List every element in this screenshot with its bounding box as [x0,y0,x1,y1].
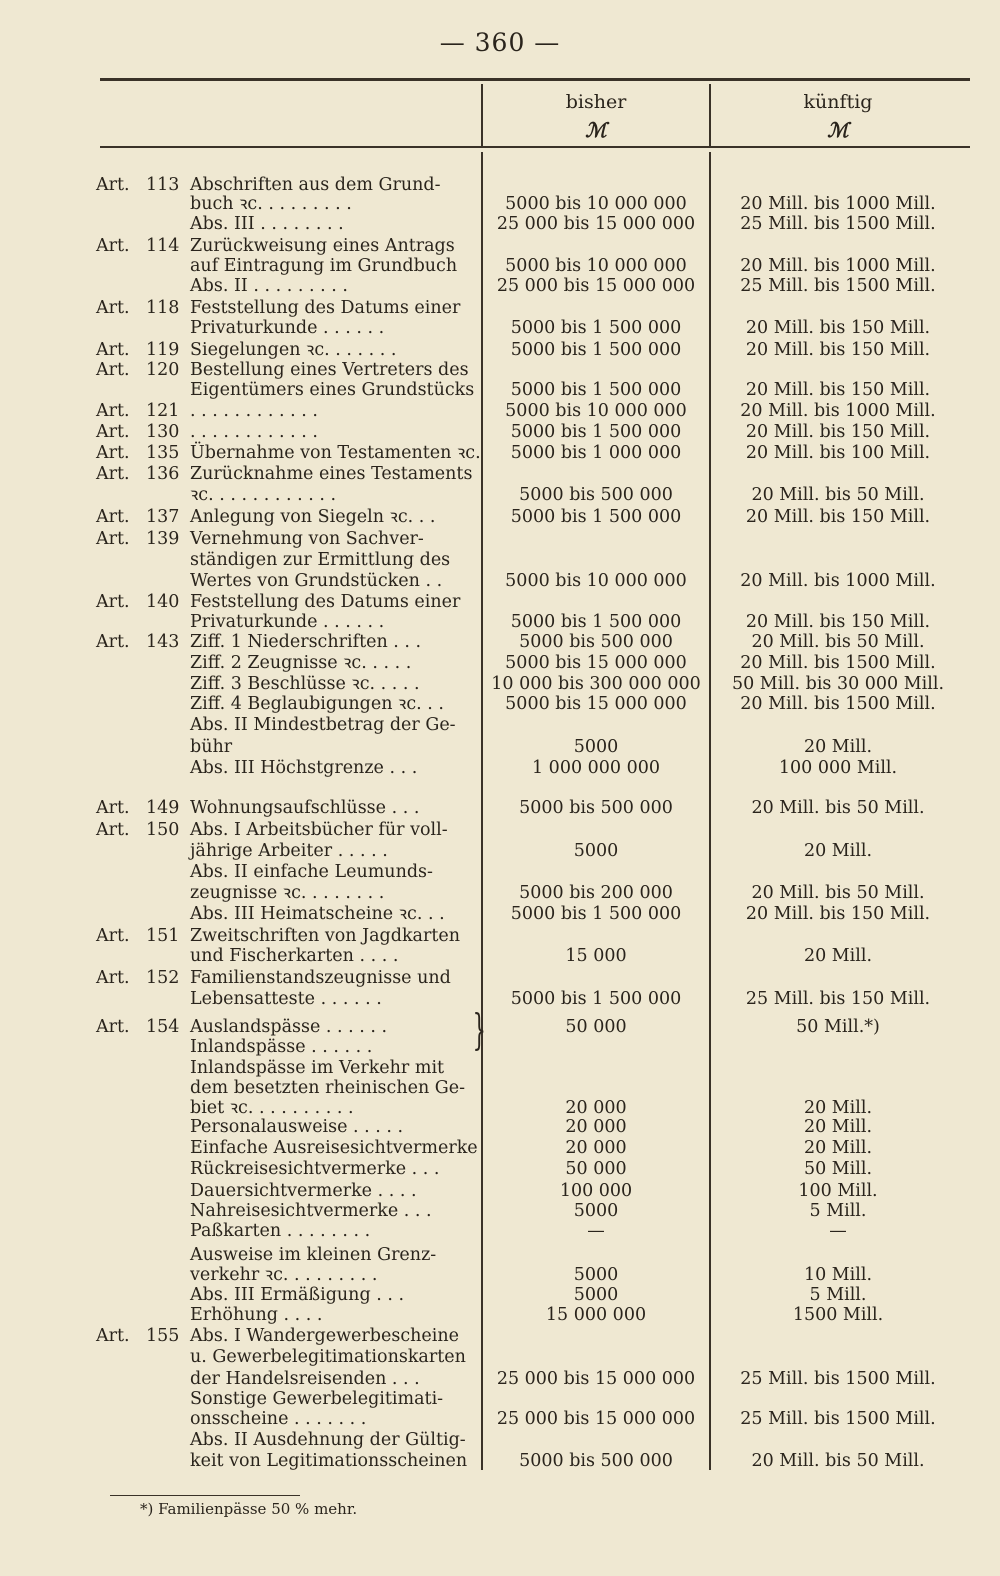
row-43-bisher: 20 000 [565,1098,627,1118]
row-29-bisher: 5000 bis 500 000 [519,798,673,818]
row-25-kuenftig: 20 Mill. bis 1500 Mill. [740,694,936,714]
row-11-kuenftig: 20 Mill. bis 1000 Mill. [740,401,936,421]
row-8-num: 119 [146,340,180,360]
row-37-art: Art. [96,968,130,988]
row-33-bisher: 5000 bis 200 000 [519,883,673,903]
row-56-bisher: 25 000 bis 15 000 000 [496,1369,696,1389]
row-35-art: Art. [96,926,130,946]
row-20-art: Art. [96,592,130,612]
row-2-bisher: 25 000 bis 15 000 000 [496,214,696,234]
row-11-num: 121 [146,401,180,421]
row-44-desc: Personalausweise . . . . . [190,1117,404,1137]
row-21-desc: Privaturkunde . . . . . . [190,612,385,632]
row-22-bisher: 5000 bis 500 000 [519,632,673,652]
row-46-kuenftig: 50 Mill. [803,1159,873,1179]
row-59-desc: Abs. II Ausdehnung der Gültig- [190,1430,466,1450]
row-30-art: Art. [96,820,130,840]
row-53-bisher: 15 000 000 [545,1305,647,1325]
row-44-bisher: 20 000 [565,1117,627,1137]
row-39-kuenftig: 50 Mill.*) [796,1017,880,1037]
row-25-bisher: 5000 bis 15 000 000 [505,694,687,714]
column-header-kuenftig [713,88,963,144]
row-19-bisher: 5000 bis 10 000 000 [505,571,687,591]
row-39-bisher: 50 000 [565,1017,627,1037]
row-54-desc: Abs. I Wandergewerbescheine [190,1326,459,1346]
row-37-num: 152 [146,968,180,988]
row-6-num: 118 [146,298,180,318]
row-38-desc: Lebensatteste . . . . . . [190,989,382,1009]
row-5-bisher: 25 000 bis 15 000 000 [496,276,696,296]
row-13-kuenftig: 20 Mill. bis 100 Mill. [745,443,931,463]
row-1-kuenftig: 20 Mill. bis 1000 Mill. [740,194,936,214]
row-18-desc: ständigen zur Ermittlung des [190,550,451,570]
row-23-bisher: 5000 bis 15 000 000 [505,653,687,673]
row-14-num: 136 [146,464,180,484]
row-13-num: 135 [146,443,180,463]
row-17-num: 139 [146,529,180,549]
row-23-kuenftig: 20 Mill. bis 1500 Mill. [740,653,936,673]
row-8-desc: Siegelungen ꝛc. . . . . . . [190,340,397,360]
row-11-desc: . . . . . . . . . . . . [190,401,318,421]
row-55-desc: u. Gewerbelegitimationskarten [190,1347,466,1367]
row-26-desc: Abs. II Mindestbetrag der Ge- [190,715,456,735]
row-29-num: 149 [146,798,180,818]
row-22-num: 143 [146,632,180,652]
row-31-desc: jährige Arbeiter . . . . . [190,841,388,861]
row-60-kuenftig: 20 Mill. bis 50 Mill. [751,1451,925,1471]
row-52-bisher: 5000 [573,1285,619,1305]
row-15-desc: ꝛc. . . . . . . . . . . . [190,485,337,505]
row-60-bisher: 5000 bis 500 000 [519,1451,673,1471]
row-13-art: Art. [96,443,130,463]
row-22-kuenftig: 20 Mill. bis 50 Mill. [751,632,925,652]
row-43-desc: biet ꝛc. . . . . . . . . . [190,1098,354,1118]
row-46-bisher: 50 000 [565,1159,627,1179]
row-14-desc: Zurücknahme eines Testaments [190,464,473,484]
row-39-num: 154 [146,1017,180,1037]
row-21-kuenftig: 20 Mill. bis 150 Mill. [745,612,931,632]
row-11-bisher: 5000 bis 10 000 000 [505,401,687,421]
row-46-desc: Rückreisesichtvermerke . . . [190,1159,440,1179]
row-5-kuenftig: 25 Mill. bis 1500 Mill. [740,276,936,296]
row-9-desc: Bestellung eines Vertreters des [190,360,469,380]
row-14-art: Art. [96,464,130,484]
row-52-desc: Abs. III Ermäßigung . . . [190,1285,405,1305]
row-2-kuenftig: 25 Mill. bis 1500 Mill. [740,214,936,234]
row-4-bisher: 5000 bis 10 000 000 [505,256,687,276]
header-rule-bottom [100,146,970,148]
row-31-kuenftig: 20 Mill. [803,841,873,861]
row-56-desc: der Handelsreisenden . . . [190,1369,420,1389]
row-56-kuenftig: 25 Mill. bis 1500 Mill. [740,1369,936,1389]
row-20-num: 140 [146,592,180,612]
row-19-kuenftig: 20 Mill. bis 1000 Mill. [740,571,936,591]
row-38-bisher: 5000 bis 1 500 000 [510,989,682,1009]
row-16-num: 137 [146,507,180,527]
row-12-desc: . . . . . . . . . . . . [190,422,318,442]
row-25-desc: Ziff. 4 Beglaubigungen ꝛc. . . [190,694,444,714]
row-11-art: Art. [96,401,130,421]
row-36-bisher: 15 000 [565,946,627,966]
row-0-num: 113 [146,175,180,195]
page-number: — 360 — [439,28,561,57]
row-34-kuenftig: 20 Mill. bis 150 Mill. [745,904,931,924]
row-60-desc: keit von Legitimationsscheinen [190,1451,468,1471]
row-10-kuenftig: 20 Mill. bis 150 Mill. [745,380,931,400]
row-1-bisher: 5000 bis 10 000 000 [505,194,687,214]
row-27-kuenftig: 20 Mill. [803,737,873,757]
row-27-desc: bühr [190,737,233,757]
row-16-desc: Anlegung von Siegeln ꝛc. . . [190,507,436,527]
row-8-bisher: 5000 bis 1 500 000 [510,340,682,360]
row-15-kuenftig: 20 Mill. bis 50 Mill. [751,485,925,505]
row-7-desc: Privaturkunde . . . . . . [190,318,385,338]
row-36-kuenftig: 20 Mill. [803,946,873,966]
row-9-num: 120 [146,360,180,380]
row-19-desc: Wertes von Grundstücken . . [190,571,443,591]
row-51-desc: verkehr ꝛc. . . . . . . . . [190,1265,378,1285]
row-58-desc: onsscheine . . . . . . . [190,1409,367,1429]
row-43-kuenftig: 20 Mill. [803,1098,873,1118]
row-35-desc: Zweitschriften von Jagdkarten [190,926,461,946]
row-4-kuenftig: 20 Mill. bis 1000 Mill. [740,256,936,276]
row-15-bisher: 5000 bis 500 000 [519,485,673,505]
row-48-kuenftig: 5 Mill. [809,1201,867,1221]
row-34-desc: Abs. III Heimatscheine ꝛc. . . [190,904,445,924]
footnote-rule [110,1495,300,1496]
row-5-desc: Abs. II . . . . . . . . . [190,276,348,296]
brace-mark: } [472,1005,487,1054]
row-28-desc: Abs. III Höchstgrenze . . . [190,758,418,778]
row-33-desc: zeugnisse ꝛc. . . . . . . . [190,883,385,903]
row-30-desc: Abs. I Arbeitsbücher für voll- [190,820,448,840]
row-49-kuenftig: — [829,1221,847,1241]
row-53-kuenftig: 1500 Mill. [792,1305,884,1325]
row-2-desc: Abs. III . . . . . . . . [190,214,344,234]
row-24-kuenftig: 50 Mill. bis 30 000 Mill. [731,674,945,694]
row-7-bisher: 5000 bis 1 500 000 [510,318,682,338]
row-53-desc: Erhöhung . . . . [190,1305,323,1325]
row-45-bisher: 20 000 [565,1138,627,1158]
column-divider-right [709,84,711,146]
row-17-art: Art. [96,529,130,549]
row-41-desc: Inlandspässe im Verkehr mit [190,1058,445,1078]
row-45-desc: Einfache Ausreisesichtvermerke [190,1138,478,1158]
row-47-kuenftig: 100 Mill. [798,1181,878,1201]
column-header-kuenftig-unit: ℳ [827,118,849,142]
row-30-num: 150 [146,820,180,840]
row-23-desc: Ziff. 2 Zeugnisse ꝛc. . . . . [190,653,412,673]
column-header-kuenftig-label: künftig [803,91,873,113]
row-40-desc: Inlandspässe . . . . . . [190,1037,373,1057]
row-16-kuenftig: 20 Mill. bis 150 Mill. [745,507,931,527]
row-0-desc: Abschriften aus dem Grund- [190,175,441,195]
column-header-bisher-label: bisher [565,91,627,113]
row-54-num: 155 [146,1326,180,1346]
row-51-bisher: 5000 [573,1265,619,1285]
row-58-bisher: 25 000 bis 15 000 000 [496,1409,696,1429]
row-51-kuenftig: 10 Mill. [803,1265,873,1285]
row-29-kuenftig: 20 Mill. bis 50 Mill. [751,798,925,818]
row-36-desc: und Fischerkarten . . . . [190,946,399,966]
row-6-desc: Feststellung des Datums einer [190,298,461,318]
row-39-art: Art. [96,1017,130,1037]
row-9-art: Art. [96,360,130,380]
row-13-bisher: 5000 bis 1 000 000 [510,443,682,463]
row-10-desc: Eigentümers eines Grundstücks [190,380,475,400]
row-44-kuenftig: 20 Mill. [803,1117,873,1137]
row-8-kuenftig: 20 Mill. bis 150 Mill. [745,340,931,360]
row-29-desc: Wohnungsaufschlüsse . . . [190,798,420,818]
row-45-kuenftig: 20 Mill. [803,1138,873,1158]
row-12-bisher: 5000 bis 1 500 000 [510,422,682,442]
row-31-bisher: 5000 [573,841,619,861]
row-0-art: Art. [96,175,130,195]
row-35-num: 151 [146,926,180,946]
column-divider-right-body [709,152,711,1470]
row-8-art: Art. [96,340,130,360]
row-52-kuenftig: 5 Mill. [809,1285,867,1305]
row-48-desc: Nahreisesichtvermerke . . . [190,1201,432,1221]
row-50-desc: Ausweise im kleinen Grenz- [190,1245,437,1265]
row-37-desc: Familienstandszeugnisse und [190,968,451,988]
row-38-kuenftig: 25 Mill. bis 150 Mill. [745,989,931,1009]
column-header-bisher-unit: ℳ [585,118,607,142]
row-16-bisher: 5000 bis 1 500 000 [510,507,682,527]
row-24-desc: Ziff. 3 Beschlüsse ꝛc. . . . . [190,674,420,694]
row-7-kuenftig: 20 Mill. bis 150 Mill. [745,318,931,338]
row-47-bisher: 100 000 [559,1181,633,1201]
row-49-bisher: — [587,1221,605,1241]
column-header-bisher [483,88,709,144]
row-13-desc: Übernahme von Testamenten ꝛc. [190,443,481,463]
row-1-desc: buch ꝛc. . . . . . . . . [190,194,352,214]
row-3-art: Art. [96,236,130,256]
row-54-art: Art. [96,1326,130,1346]
row-49-desc: Paßkarten . . . . . . . . [190,1221,371,1241]
row-34-bisher: 5000 bis 1 500 000 [510,904,682,924]
row-3-num: 114 [146,236,180,256]
row-24-bisher: 10 000 bis 300 000 000 [491,674,701,694]
row-17-desc: Vernehmung von Sachver- [190,529,424,549]
row-57-desc: Sonstige Gewerbelegitimati- [190,1389,444,1409]
row-27-bisher: 5000 [573,737,619,757]
row-6-art: Art. [96,298,130,318]
row-32-desc: Abs. II einfache Leumunds- [190,862,433,882]
row-48-bisher: 5000 [573,1201,619,1221]
row-3-desc: Zurückweisung eines Antrags [190,236,455,256]
row-12-kuenftig: 20 Mill. bis 150 Mill. [745,422,931,442]
row-4-desc: auf Eintragung im Grundbuch [190,256,458,276]
row-22-art: Art. [96,632,130,652]
row-21-bisher: 5000 bis 1 500 000 [510,612,682,632]
row-12-art: Art. [96,422,130,442]
row-28-bisher: 1 000 000 000 [531,758,661,778]
row-29-art: Art. [96,798,130,818]
row-39-desc: Auslandspässe . . . . . . [190,1017,388,1037]
row-22-desc: Ziff. 1 Niederschriften . . . [190,632,422,652]
row-16-art: Art. [96,507,130,527]
row-10-bisher: 5000 bis 1 500 000 [510,380,682,400]
row-33-kuenftig: 20 Mill. bis 50 Mill. [751,883,925,903]
row-20-desc: Feststellung des Datums einer [190,592,461,612]
row-12-num: 130 [146,422,180,442]
header-rule-top [100,78,970,81]
footnote: *) Familienpässe 50 % mehr. [140,1500,358,1518]
row-28-kuenftig: 100 000 Mill. [778,758,898,778]
row-58-kuenftig: 25 Mill. bis 1500 Mill. [740,1409,936,1429]
row-42-desc: dem besetzten rheinischen Ge- [190,1078,466,1098]
row-47-desc: Dauersichtvermerke . . . . [190,1181,417,1201]
